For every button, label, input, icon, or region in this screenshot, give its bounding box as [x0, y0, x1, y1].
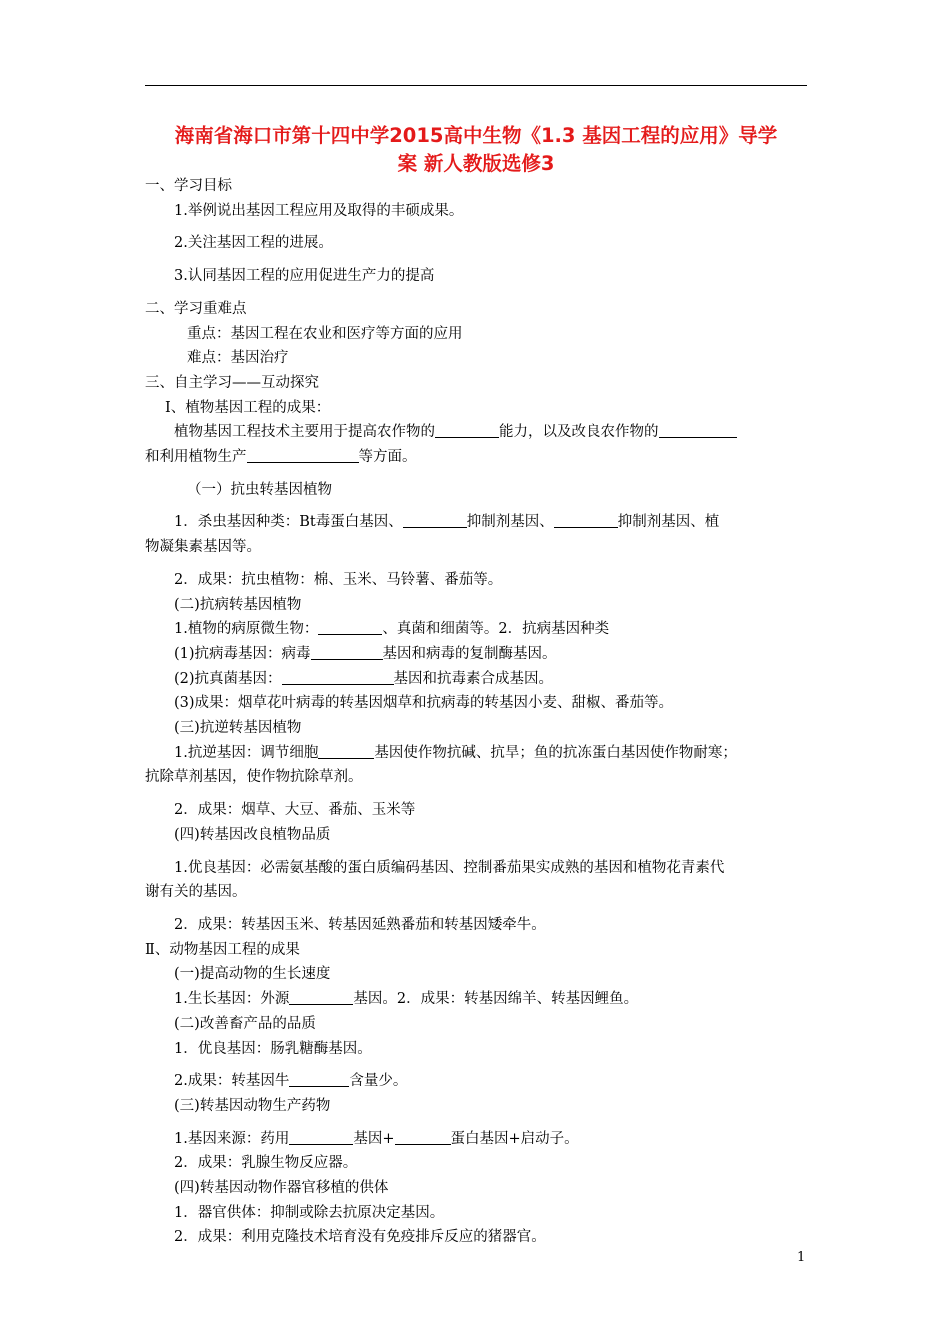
organs-item-1: 1．器官供体：抑制或除去抗原决定基因。 [174, 1204, 445, 1221]
subsection-heading-livestock: (二)改善畜产品的品质 [174, 1015, 316, 1032]
fill-blank[interactable] [435, 423, 499, 438]
insect-item-1: 1．杀虫基因种类：Bt毒蛋白基因、 抑制剂基因、 抑制剂基因、植 [174, 514, 720, 531]
subsection-heading-quality: (四)转基因改良植物品质 [174, 826, 331, 843]
part-heading-plant: Ⅰ、植物基因工程的成果： [165, 399, 331, 416]
fill-blank[interactable] [247, 448, 359, 463]
plant-intro-line-2: 和利用植物生产 等方面。 [145, 449, 417, 466]
subsection-heading-stress: (三)抗逆转基因植物 [174, 720, 302, 737]
fill-blank[interactable] [554, 513, 618, 528]
disease-item-3: (2)抗真菌基因： 基因和抗毒素合成基因。 [174, 670, 554, 687]
subsection-heading-growth: (一)提高动物的生长速度 [174, 966, 331, 983]
fill-blank[interactable] [403, 513, 467, 528]
document-body [145, 174, 807, 1250]
goal-item-1: 1.举例说出基因工程应用及取得的丰硕成果。 [174, 202, 464, 219]
subsection-heading-insect: （一）抗虫转基因植物 [187, 481, 332, 498]
fill-blank[interactable] [289, 1072, 349, 1087]
section-heading-self-study: 三、自主学习——互动探究 [145, 374, 319, 391]
section-heading-key-points: 二、学习重难点 [145, 300, 247, 317]
plant-intro-line: 植物基因工程技术主要用于提高农作物的 能力，以及改良农作物的 [145, 420, 807, 445]
document-title [145, 122, 807, 178]
disease-item-1: 1.植物的病原微生物： 、真菌和细菌等。2．抗病基因种类 [174, 621, 610, 638]
drugs-item-1: 1.基因来源：药用 基因+ 蛋白基因+启动子。 [174, 1130, 579, 1147]
livestock-item-2: 2.成果：转基因牛 含量少。 [174, 1073, 408, 1090]
fill-blank[interactable] [289, 1130, 353, 1145]
fill-blank[interactable] [318, 620, 382, 635]
subsection-heading-drugs: (三)转基因动物生产药物 [174, 1097, 331, 1114]
disease-item-2: (1)抗病毒基因：病毒 基因和病毒的复制酶基因。 [174, 645, 557, 662]
organs-item-2: 2．成果：利用克隆技术培育没有免疫排斥反应的猪器官。 [174, 1229, 546, 1246]
stress-item-1: 1.抗逆基因：调节细胞 基因使作物抗碱、抗旱；鱼的抗冻蛋白基因使作物耐寒； [174, 744, 737, 761]
fill-blank[interactable] [395, 1130, 451, 1145]
goal-item-2: 2.关注基因工程的进展。 [174, 235, 333, 252]
title-line-1: 海南省海口市第十四中学2015高中生物《1.3 基因工程的应用》导学 [174, 124, 778, 147]
stress-item-2: 2．成果：烟草、大豆、番茄、玉米等 [174, 802, 416, 819]
insect-item-2: 2．成果：抗虫植物：棉、玉米、马铃薯、番茄等。 [174, 571, 503, 588]
quality-item-2: 2．成果：转基因玉米、转基因延熟番茄和转基因矮牵牛。 [174, 916, 546, 933]
difficult-point: 难点：基因治疗 [187, 350, 289, 367]
goal-item-3: 3.认同基因工程的应用促进生产力的提高 [174, 268, 435, 285]
livestock-item-1: 1．优良基因：肠乳糖酶基因。 [174, 1040, 372, 1057]
subsection-heading-disease: (二)抗病转基因植物 [174, 596, 302, 613]
stress-item-1-cont: 抗除草剂基因，使作物抗除草剂。 [145, 769, 363, 786]
part-heading-animal: Ⅱ、动物基因工程的成果 [145, 941, 300, 958]
key-point: 重点：基因工程在农业和医疗等方面的应用 [187, 325, 463, 342]
page-number: 1 [797, 1250, 806, 1265]
section-heading-goals: 一、学习目标 [145, 178, 232, 194]
insect-item-1-cont: 物凝集素基因等。 [145, 539, 261, 556]
quality-item-1: 1.优良基因：必需氨基酸的蛋白质编码基因、控制番茄果实成熟的基因和植物花青素代 [174, 859, 725, 876]
subsection-heading-organs: (四)转基因动物作器官移植的供体 [174, 1180, 389, 1197]
fill-blank[interactable] [311, 645, 383, 660]
fill-blank[interactable] [282, 670, 394, 685]
disease-item-4: (3)成果：烟草花叶病毒的转基因烟草和抗病毒的转基因小麦、甜椒、番茄等。 [174, 695, 674, 712]
fill-blank[interactable] [318, 744, 374, 759]
fill-blank[interactable] [289, 990, 353, 1005]
growth-item-1: 1.生长基因：外源 基因。2．成果：转基因绵羊、转基因鲤鱼。 [174, 991, 639, 1008]
fill-blank[interactable] [659, 423, 737, 438]
title-line-2: 案 新人教版选修3 [397, 152, 555, 175]
quality-item-1-cont: 谢有关的基因。 [145, 884, 247, 901]
drugs-item-2: 2．成果：乳腺生物反应器。 [174, 1155, 358, 1172]
header-rule [145, 85, 807, 86]
